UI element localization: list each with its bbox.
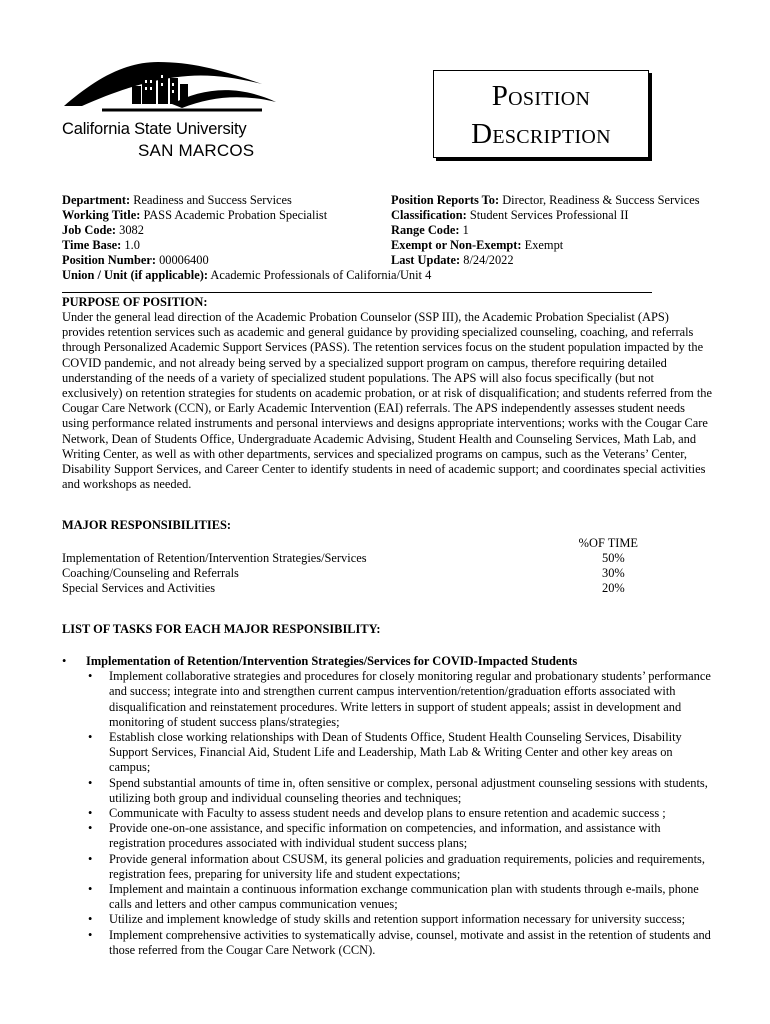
meta-row-time-base <box>62 238 431 253</box>
time-column-header: %OF TIME <box>578 536 638 550</box>
responsibility-row <box>62 551 642 566</box>
tasks-heading: LIST OF TASKS FOR EACH MAJOR RESPONSIBILITY: <box>62 622 381 636</box>
list-item <box>86 882 714 912</box>
meta-value: 1.0 <box>124 238 140 252</box>
meta-label: Job Code: <box>62 223 117 237</box>
list-item <box>86 852 714 882</box>
bullet-icon: • <box>88 912 93 927</box>
meta-label: Range Code: <box>391 223 460 237</box>
logo-campus-name: SAN MARCOS <box>138 141 255 160</box>
bullet-icon: • <box>88 927 93 942</box>
purpose-text: Under the general lead direction of the Academic Probation Counselor (SSP III), the Academic Probation Specialist (APS) provides retention services such as academic and general guidance by providing specialized counseling, coaching, and referrals through Personalized Academic Support Services (PASS). The retention services focus on the student population impacted by the COVID pandemic, and not already being served by a specialized support program on campus, therefore requiring detailed understanding of the needs of a variety of specialized student populations. The APS will also focus specifically (but not exclusively) on retention strategies for students on academic probation, or at risk of disqualification; and students referred from the Cougar Care Network (CCN), or Early Academic Intervention (EAI) referrals. The APS independently assesses student needs using performance related instruments and personal interviews and designs appropriate interventions; works with the Cougar Care Network, Dean of Students Office, Undergraduate Academic Advising, Student Health and Counseling Services, Math Lab, and Writing Center, as well as with other departments, services and specialized programs on campus, such as the Veterans’ Center, Disability Support Services, and Career Center to identify students in need of academic support; and coordinates special activities and workshops as needed. <box>62 310 712 492</box>
task-group-title: Implementation of Retention/Intervention Strategies/Services for COVID-Impacted Students <box>86 654 578 668</box>
page-title-box <box>433 70 649 158</box>
meta-value: 00006400 <box>159 253 209 267</box>
meta-row-reports-to <box>391 193 700 208</box>
meta-label: Exempt or Non-Exempt: <box>391 238 522 252</box>
meta-value: Exempt <box>524 238 564 252</box>
meta-row-department <box>62 193 431 208</box>
list-item <box>86 912 714 927</box>
list-item <box>86 669 714 730</box>
meta-value: Academic Professionals of California/Unit 4 <box>210 268 432 282</box>
task-text: Provide general information about CSUSM, its general policies and graduation requirements, policies and requirements, registration fees, preparing for university life and student expectations; <box>109 851 705 881</box>
bullet-icon: • <box>88 730 93 745</box>
meta-value: 8/24/2022 <box>463 253 514 267</box>
task-text: Utilize and implement knowledge of study skills and retention support information necessary for university success; <box>109 912 686 927</box>
responsibility-percent: 20% <box>602 581 625 595</box>
bullet-icon: • <box>88 775 93 790</box>
list-item <box>86 730 714 776</box>
bullet-icon: • <box>88 669 93 684</box>
responsibility-row <box>62 581 642 596</box>
list-item <box>86 806 714 821</box>
meta-label: Time Base: <box>62 238 122 252</box>
meta-row-range-code <box>391 223 700 238</box>
meta-value: 3082 <box>119 223 144 237</box>
bullet-icon: • <box>62 654 67 668</box>
meta-value: PASS Academic Probation Specialist <box>143 208 328 222</box>
meta-label: Position Reports To: <box>391 193 500 207</box>
responsibility-name: Coaching/Counseling and Referrals <box>62 566 239 580</box>
page-title-line2: Description <box>471 118 611 150</box>
list-item <box>86 928 714 958</box>
meta-value: Student Services Professional II <box>469 208 629 222</box>
logo-university-name: California State University <box>62 120 247 138</box>
task-text: Implement and maintain a continuous information exchange communication plan with students through e-mails, phone calls and letters and other campus communication venues; <box>109 882 699 912</box>
position-metadata-left <box>62 193 431 283</box>
purpose-heading: PURPOSE OF POSITION: <box>62 295 208 309</box>
responsibility-percent: 30% <box>602 566 625 580</box>
responsibilities-table <box>62 536 642 596</box>
meta-row-position-number <box>62 253 431 268</box>
meta-value: 1 <box>462 223 469 237</box>
task-text: Provide one-on-one assistance, and specific information on competencies, and information, and assistance with registration procedures associated with individual student success plans; <box>109 821 661 851</box>
meta-row-union <box>62 268 431 283</box>
bullet-icon: • <box>88 806 93 821</box>
meta-label: Union / Unit (if applicable): <box>62 268 208 282</box>
list-item <box>86 776 714 806</box>
section-divider <box>62 292 652 293</box>
bullet-icon: • <box>88 821 93 836</box>
task-text: Implement collaborative strategies and procedures for closely monitoring regular and probationary students’ performance and success; integrate into and strengthen current campus intervention/retention/graduation efforts associated with disqualification and reinstatement procedures. Write letters in support of student appeals; assist in development and monitoring of student success plans/strategies; <box>109 669 711 729</box>
meta-label: Classification: <box>391 208 467 222</box>
meta-row-classification <box>391 208 700 223</box>
list-item <box>86 821 714 851</box>
meta-row-job-code <box>62 223 431 238</box>
task-text: Communicate with Faculty to assess student needs and develop plans to ensure retention and academic success ; <box>109 806 666 821</box>
meta-row-working-title <box>62 208 431 223</box>
meta-label: Position Number: <box>62 253 156 267</box>
responsibility-name: Implementation of Retention/Intervention Strategies/Services <box>62 551 367 565</box>
meta-value: Director, Readiness & Success Services <box>502 193 700 207</box>
responsibility-name: Special Services and Activities <box>62 581 216 595</box>
position-metadata-right <box>391 193 700 268</box>
meta-label: Last Update: <box>391 253 461 267</box>
page-title-line1: Position <box>491 80 591 112</box>
campus-skyline-icon <box>62 54 292 120</box>
meta-row-exempt <box>391 238 700 253</box>
task-text: Establish close working relationships with Dean of Students Office, Student Health Counseling Services, Disability Support Services, Financial Aid, Student Life and Leadership, Math Lab & Writing Center and other key areas on campus; <box>109 730 682 775</box>
responsibility-percent: 50% <box>602 551 625 565</box>
tasks-list <box>62 654 714 958</box>
task-items <box>62 669 714 958</box>
task-text: Spend substantial amounts of time in, often sensitive or complex, personal adjustment counseling sessions with students, utilizing both group and individual counseling theories and techniques; <box>109 775 708 805</box>
bullet-icon: • <box>88 882 93 897</box>
meta-value: Readiness and Success Services <box>133 193 292 207</box>
task-text: Implement comprehensive activities to systematically advise, counsel, motivate and assist in the retention of students and those referred from the Cougar Care Network (CCN). <box>109 927 711 957</box>
csusm-logo <box>62 54 292 164</box>
bullet-icon: • <box>88 851 93 866</box>
responsibilities-heading: MAJOR RESPONSIBILITIES: <box>62 518 232 532</box>
meta-row-last-update <box>391 253 700 268</box>
meta-label: Department: <box>62 193 131 207</box>
task-group <box>62 654 714 669</box>
responsibility-row <box>62 566 642 581</box>
meta-label: Working Title: <box>62 208 141 222</box>
